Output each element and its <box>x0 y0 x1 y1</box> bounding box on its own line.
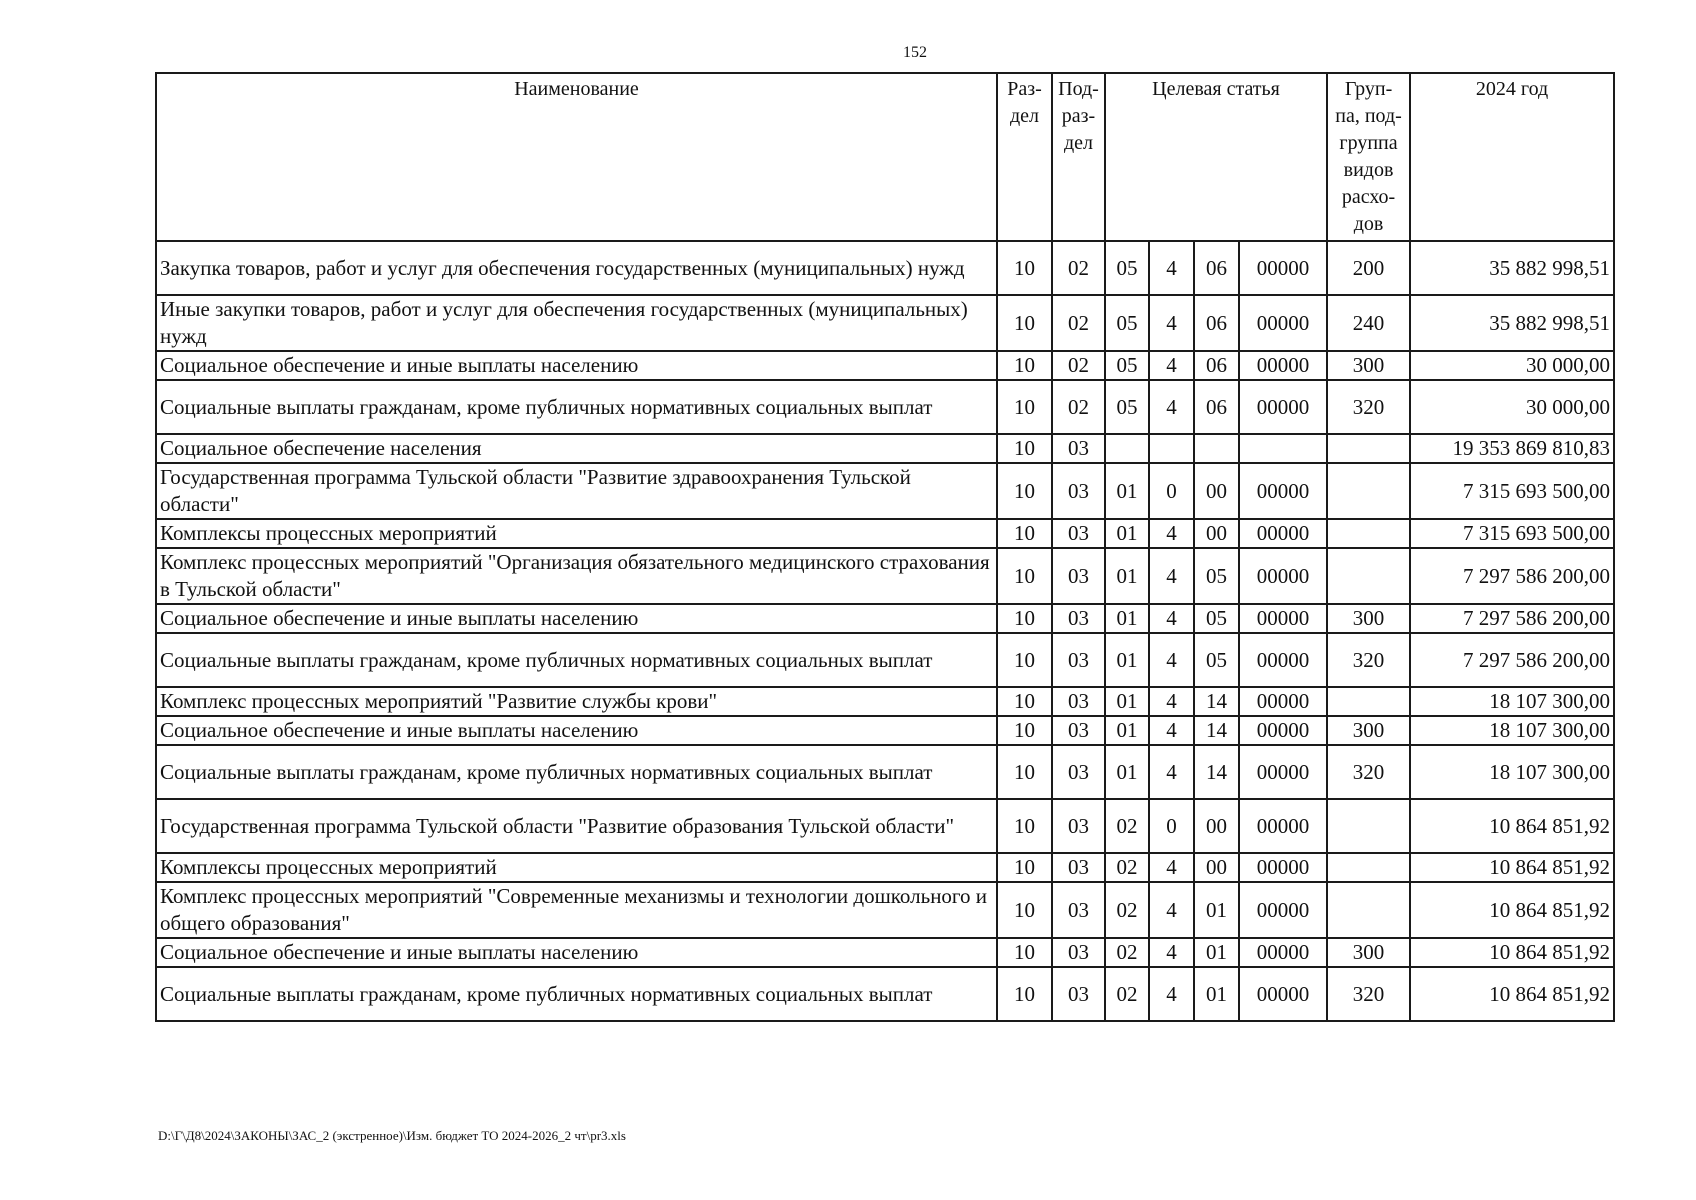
cell-target-direction: 00000 <box>1239 380 1327 434</box>
table-row <box>156 519 1614 548</box>
cell-target-subprogram: 06 <box>1194 380 1239 434</box>
cell-amount-2024: 35 882 998,51 <box>1410 295 1614 351</box>
cell-target-type <box>1149 434 1194 463</box>
cell-section: 10 <box>997 380 1052 434</box>
table-row <box>156 604 1614 633</box>
cell-target-program: 01 <box>1105 716 1149 745</box>
cell-name: Социальное обеспечение и иные выплаты населению <box>156 351 997 380</box>
table-row <box>156 351 1614 380</box>
cell-amount-2024: 7 297 586 200,00 <box>1410 633 1614 687</box>
cell-name: Иные закупки товаров, работ и услуг для обеспечения государственных (муниципальных) нужд <box>156 295 997 351</box>
cell-subsection: 03 <box>1052 882 1105 938</box>
cell-section: 10 <box>997 799 1052 853</box>
cell-amount-2024: 7 315 693 500,00 <box>1410 519 1614 548</box>
cell-expense-group <box>1327 434 1410 463</box>
cell-section: 10 <box>997 604 1052 633</box>
table-row <box>156 295 1614 351</box>
cell-name: Закупка товаров, работ и услуг для обеспечения государственных (муниципальных) нужд <box>156 241 997 295</box>
table-row <box>156 716 1614 745</box>
cell-target-program: 05 <box>1105 241 1149 295</box>
cell-target-direction <box>1239 434 1327 463</box>
cell-target-direction: 00000 <box>1239 295 1327 351</box>
table-body <box>156 241 1614 1021</box>
cell-expense-group: 320 <box>1327 745 1410 799</box>
cell-amount-2024: 35 882 998,51 <box>1410 241 1614 295</box>
cell-target-program: 01 <box>1105 687 1149 716</box>
cell-target-subprogram: 00 <box>1194 463 1239 519</box>
cell-target-type: 4 <box>1149 853 1194 882</box>
cell-target-subprogram: 14 <box>1194 745 1239 799</box>
table-row <box>156 853 1614 882</box>
cell-target-subprogram: 06 <box>1194 241 1239 295</box>
cell-name: Социальное обеспечение и иные выплаты населению <box>156 604 997 633</box>
cell-target-program: 01 <box>1105 604 1149 633</box>
cell-subsection: 03 <box>1052 799 1105 853</box>
cell-subsection: 03 <box>1052 716 1105 745</box>
cell-target-program: 01 <box>1105 633 1149 687</box>
cell-target-program: 01 <box>1105 548 1149 604</box>
header-year-2024: 2024 год <box>1410 73 1614 241</box>
cell-expense-group <box>1327 519 1410 548</box>
cell-section: 10 <box>997 434 1052 463</box>
cell-target-subprogram: 05 <box>1194 604 1239 633</box>
cell-target-direction: 00000 <box>1239 853 1327 882</box>
cell-target-direction: 00000 <box>1239 967 1327 1021</box>
cell-target-direction: 00000 <box>1239 882 1327 938</box>
cell-target-direction: 00000 <box>1239 241 1327 295</box>
cell-name: Комплекс процессных мероприятий "Организация обязательного медицинского страхования в Тульской области" <box>156 548 997 604</box>
cell-target-type: 4 <box>1149 687 1194 716</box>
cell-section: 10 <box>997 241 1052 295</box>
table-row <box>156 380 1614 434</box>
table-row <box>156 548 1614 604</box>
cell-section: 10 <box>997 853 1052 882</box>
cell-amount-2024: 18 107 300,00 <box>1410 687 1614 716</box>
table-row <box>156 799 1614 853</box>
cell-subsection: 03 <box>1052 687 1105 716</box>
header-subsection: Под- раз- дел <box>1052 73 1105 241</box>
cell-expense-group: 300 <box>1327 351 1410 380</box>
cell-target-program: 02 <box>1105 853 1149 882</box>
cell-expense-group <box>1327 463 1410 519</box>
cell-expense-group: 300 <box>1327 716 1410 745</box>
cell-amount-2024: 19 353 869 810,83 <box>1410 434 1614 463</box>
cell-expense-group: 300 <box>1327 938 1410 967</box>
cell-target-direction: 00000 <box>1239 745 1327 799</box>
header-expense-group: Груп- па, под- группа видов расхо- дов <box>1327 73 1410 241</box>
cell-target-subprogram: 01 <box>1194 967 1239 1021</box>
cell-target-subprogram: 01 <box>1194 938 1239 967</box>
cell-target-subprogram: 01 <box>1194 882 1239 938</box>
cell-section: 10 <box>997 463 1052 519</box>
cell-target-type: 4 <box>1149 604 1194 633</box>
cell-name: Комплекс процессных мероприятий "Развитие службы крови" <box>156 687 997 716</box>
cell-expense-group: 300 <box>1327 604 1410 633</box>
cell-expense-group: 320 <box>1327 967 1410 1021</box>
cell-target-type: 4 <box>1149 295 1194 351</box>
cell-section: 10 <box>997 882 1052 938</box>
cell-target-program: 02 <box>1105 938 1149 967</box>
cell-target-type: 0 <box>1149 463 1194 519</box>
cell-subsection: 03 <box>1052 519 1105 548</box>
cell-section: 10 <box>997 295 1052 351</box>
cell-subsection: 03 <box>1052 633 1105 687</box>
cell-subsection: 03 <box>1052 745 1105 799</box>
cell-name: Комплексы процессных мероприятий <box>156 853 997 882</box>
cell-target-direction: 00000 <box>1239 548 1327 604</box>
cell-section: 10 <box>997 548 1052 604</box>
cell-expense-group: 240 <box>1327 295 1410 351</box>
cell-target-type: 4 <box>1149 380 1194 434</box>
cell-amount-2024: 10 864 851,92 <box>1410 938 1614 967</box>
cell-name: Социальные выплаты гражданам, кроме публичных нормативных социальных выплат <box>156 380 997 434</box>
cell-target-program: 05 <box>1105 380 1149 434</box>
cell-target-type: 4 <box>1149 882 1194 938</box>
cell-target-subprogram: 06 <box>1194 295 1239 351</box>
cell-target-program: 01 <box>1105 745 1149 799</box>
cell-target-program <box>1105 434 1149 463</box>
cell-target-subprogram <box>1194 434 1239 463</box>
cell-name: Государственная программа Тульской области "Развитие здравоохранения Тульской области" <box>156 463 997 519</box>
cell-subsection: 03 <box>1052 548 1105 604</box>
cell-target-program: 02 <box>1105 799 1149 853</box>
cell-section: 10 <box>997 938 1052 967</box>
cell-subsection: 03 <box>1052 604 1105 633</box>
cell-target-type: 4 <box>1149 745 1194 799</box>
cell-target-type: 0 <box>1149 799 1194 853</box>
cell-expense-group <box>1327 799 1410 853</box>
cell-amount-2024: 7 297 586 200,00 <box>1410 548 1614 604</box>
cell-target-subprogram: 00 <box>1194 799 1239 853</box>
cell-target-type: 4 <box>1149 716 1194 745</box>
cell-target-type: 4 <box>1149 967 1194 1021</box>
cell-name: Социальные выплаты гражданам, кроме публичных нормативных социальных выплат <box>156 633 997 687</box>
cell-amount-2024: 10 864 851,92 <box>1410 882 1614 938</box>
cell-target-direction: 00000 <box>1239 938 1327 967</box>
cell-target-direction: 00000 <box>1239 716 1327 745</box>
cell-subsection: 02 <box>1052 241 1105 295</box>
cell-subsection: 03 <box>1052 938 1105 967</box>
table-row <box>156 882 1614 938</box>
cell-target-type: 4 <box>1149 633 1194 687</box>
cell-section: 10 <box>997 519 1052 548</box>
cell-expense-group: 320 <box>1327 380 1410 434</box>
table-row <box>156 687 1614 716</box>
table-row <box>156 463 1614 519</box>
budget-table <box>155 72 1615 1022</box>
cell-target-program: 02 <box>1105 967 1149 1021</box>
header-name: Наименование <box>156 73 997 241</box>
cell-target-direction: 00000 <box>1239 519 1327 548</box>
cell-target-direction: 00000 <box>1239 687 1327 716</box>
cell-target-subprogram: 00 <box>1194 519 1239 548</box>
cell-amount-2024: 10 864 851,92 <box>1410 799 1614 853</box>
cell-target-subprogram: 05 <box>1194 548 1239 604</box>
cell-target-direction: 00000 <box>1239 351 1327 380</box>
table-row <box>156 967 1614 1021</box>
cell-amount-2024: 30 000,00 <box>1410 351 1614 380</box>
header-target-article: Целевая статья <box>1105 73 1327 241</box>
cell-name: Социальное обеспечение и иные выплаты населению <box>156 716 997 745</box>
cell-target-type: 4 <box>1149 241 1194 295</box>
cell-amount-2024: 7 315 693 500,00 <box>1410 463 1614 519</box>
cell-target-program: 05 <box>1105 295 1149 351</box>
table-row <box>156 938 1614 967</box>
cell-target-subprogram: 06 <box>1194 351 1239 380</box>
header-section: Раз- дел <box>997 73 1052 241</box>
cell-amount-2024: 10 864 851,92 <box>1410 853 1614 882</box>
cell-expense-group <box>1327 882 1410 938</box>
cell-target-type: 4 <box>1149 519 1194 548</box>
cell-name: Государственная программа Тульской области "Развитие образования Тульской области" <box>156 799 997 853</box>
cell-name: Комплекс процессных мероприятий "Современные механизмы и технологии дошкольного и общего образования" <box>156 882 997 938</box>
cell-amount-2024: 7 297 586 200,00 <box>1410 604 1614 633</box>
cell-expense-group <box>1327 548 1410 604</box>
cell-target-type: 4 <box>1149 351 1194 380</box>
cell-subsection: 02 <box>1052 351 1105 380</box>
cell-target-direction: 00000 <box>1239 633 1327 687</box>
cell-name: Социальные выплаты гражданам, кроме публичных нормативных социальных выплат <box>156 967 997 1021</box>
cell-subsection: 02 <box>1052 380 1105 434</box>
cell-section: 10 <box>997 687 1052 716</box>
cell-amount-2024: 18 107 300,00 <box>1410 745 1614 799</box>
cell-name: Комплексы процессных мероприятий <box>156 519 997 548</box>
cell-target-type: 4 <box>1149 938 1194 967</box>
table-row <box>156 241 1614 295</box>
cell-target-subprogram: 14 <box>1194 687 1239 716</box>
cell-name: Социальные выплаты гражданам, кроме публичных нормативных социальных выплат <box>156 745 997 799</box>
cell-expense-group <box>1327 853 1410 882</box>
cell-target-program: 02 <box>1105 882 1149 938</box>
cell-section: 10 <box>997 351 1052 380</box>
cell-name: Социальное обеспечение и иные выплаты населению <box>156 938 997 967</box>
table-row <box>156 745 1614 799</box>
cell-amount-2024: 30 000,00 <box>1410 380 1614 434</box>
cell-section: 10 <box>997 745 1052 799</box>
cell-section: 10 <box>997 633 1052 687</box>
table-row <box>156 434 1614 463</box>
cell-amount-2024: 10 864 851,92 <box>1410 967 1614 1021</box>
cell-target-subprogram: 05 <box>1194 633 1239 687</box>
cell-expense-group <box>1327 687 1410 716</box>
cell-section: 10 <box>997 967 1052 1021</box>
cell-target-subprogram: 00 <box>1194 853 1239 882</box>
footer-file-path: D:\Г\Д8\2024\ЗАКОНЫ\ЗАС_2 (экстренное)\Изм. бюджет ТО 2024-2026_2 чт\pr3.xls <box>158 1128 626 1143</box>
cell-target-subprogram: 14 <box>1194 716 1239 745</box>
cell-amount-2024: 18 107 300,00 <box>1410 716 1614 745</box>
cell-target-direction: 00000 <box>1239 463 1327 519</box>
page-number: 152 <box>903 44 927 61</box>
table-row <box>156 633 1614 687</box>
cell-target-program: 01 <box>1105 463 1149 519</box>
cell-expense-group: 200 <box>1327 241 1410 295</box>
cell-subsection: 03 <box>1052 853 1105 882</box>
header-row <box>156 73 1614 241</box>
cell-target-program: 01 <box>1105 519 1149 548</box>
cell-target-direction: 00000 <box>1239 799 1327 853</box>
cell-target-type: 4 <box>1149 548 1194 604</box>
cell-subsection: 03 <box>1052 967 1105 1021</box>
cell-subsection: 03 <box>1052 463 1105 519</box>
cell-name: Социальное обеспечение населения <box>156 434 997 463</box>
cell-target-program: 05 <box>1105 351 1149 380</box>
cell-section: 10 <box>997 716 1052 745</box>
cell-subsection: 02 <box>1052 295 1105 351</box>
cell-expense-group: 320 <box>1327 633 1410 687</box>
cell-subsection: 03 <box>1052 434 1105 463</box>
cell-target-direction: 00000 <box>1239 604 1327 633</box>
